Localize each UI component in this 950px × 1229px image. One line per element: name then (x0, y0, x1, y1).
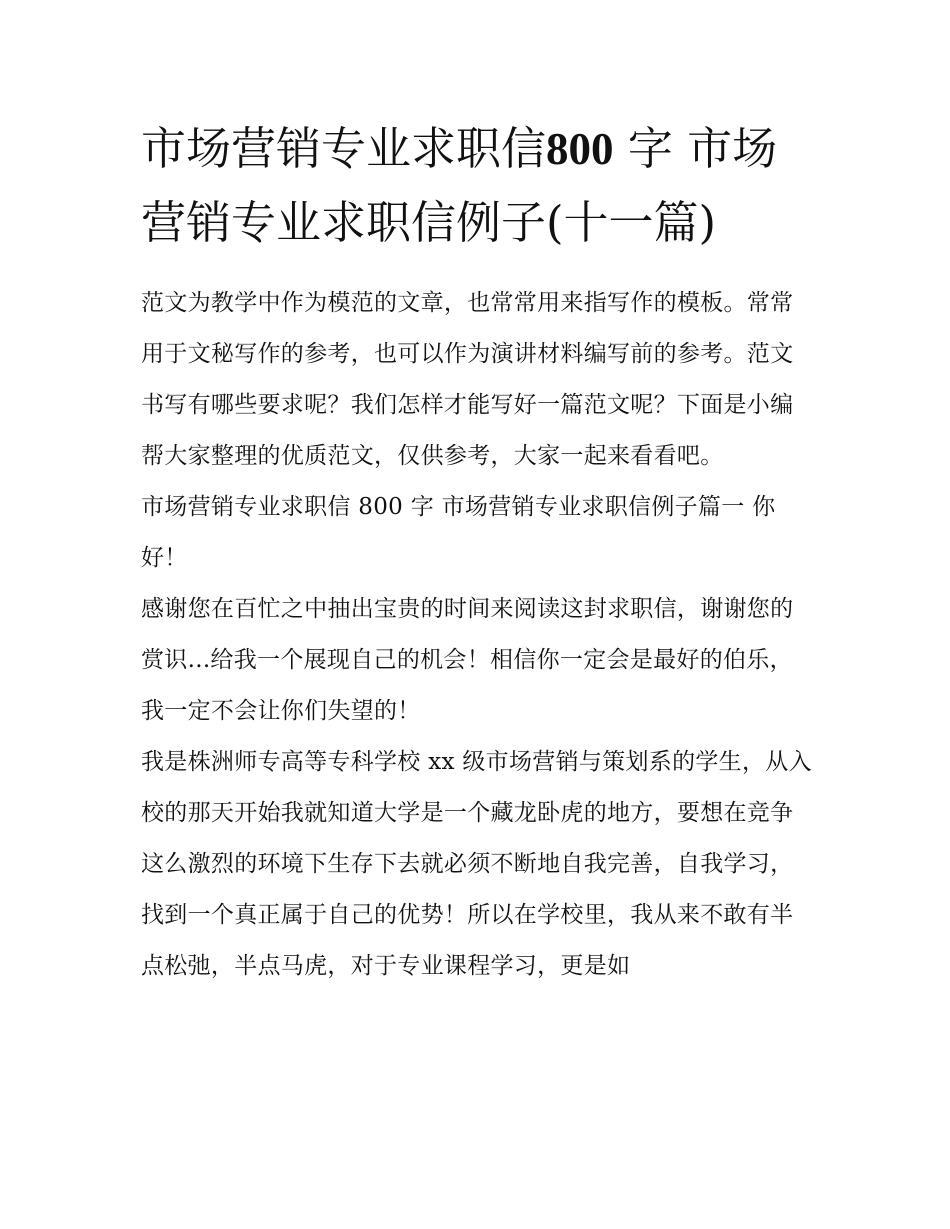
document-body (141, 278, 813, 992)
paragraph-intro: 范文为教学中作为模范的文章，也常常用来指写作的模板。常常用于文秘写作的参考，也可以作为演讲材料编写前的参考。范文书写有哪些要求呢？我们怎样才能写好一篇范文呢？下面是小编帮大家整理的优质范文，仅供参考，大家一起来看看吧。 (141, 290, 794, 469)
title-number: 800 (546, 124, 614, 174)
title-text-part1: 市场营销专业求职信 (141, 122, 547, 175)
paragraph-heading-greeting: 市场营销专业求职信 800 字 市场营销专业求职信例子篇一 你好！ (141, 494, 776, 571)
paragraph-thanks: 感谢您在百忙之中抽出宝贵的时间来阅读这封求职信，谢谢您的赏识...给我一个展现自己的机会！相信你一定会是最好的伯乐，我一定不会让你们失望的！ (141, 596, 794, 724)
paragraph-self-introduction: 我是株洲师专高等专科学校 xx 级市场营销与策划系的学生，从入校的那天开始我就知道大学是一个藏龙卧虎的地方，要想在竞争这么激烈的环境下生存下去就必须不断地自我完善，自我学习，找到一个真正属于自己的优势！所以在学校里，我从来不敢有半点松弛，半点马虎，对于专业课程学习，更是如 (141, 749, 812, 979)
title-text-part2: 字 市场营销专业求职信例子(十一篇) (141, 122, 778, 249)
document-title (141, 112, 813, 260)
document-content (141, 112, 813, 992)
